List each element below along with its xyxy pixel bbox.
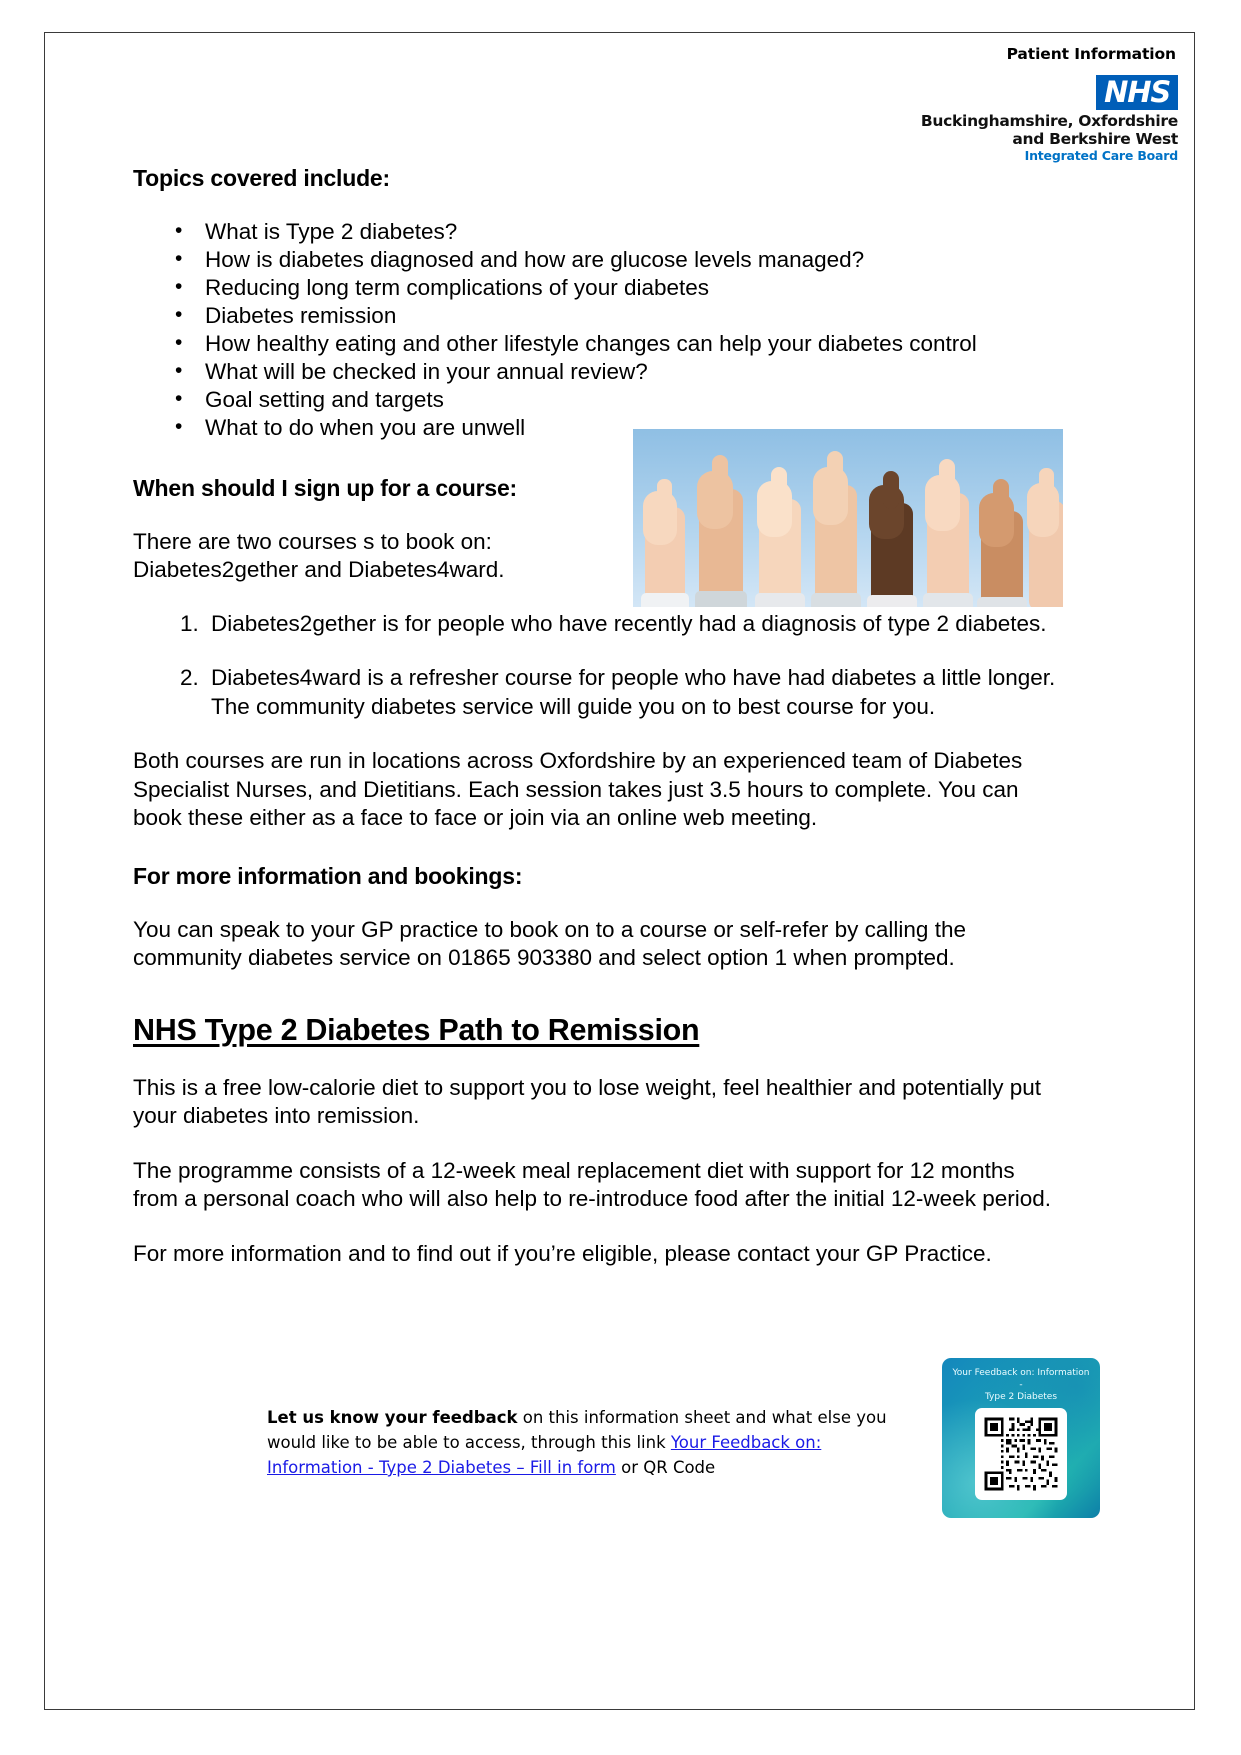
- qr-panel-title: [942, 1358, 1100, 1403]
- qr-title-line-2: Type 2 Diabetes: [984, 1392, 1058, 1402]
- list-item: • Goal setting and targets: [133, 386, 1063, 414]
- list-item: 1. Diabetes2gether is for people who have recently had a diagnosis of type 2 diabetes.: [205, 610, 1063, 639]
- icb-subtitle: Integrated Care Board: [1024, 148, 1178, 163]
- qr-code-icon: [982, 1415, 1060, 1493]
- page-title-remission: NHS Type 2 Diabetes Path to Remission: [133, 1012, 700, 1047]
- courses-list: [133, 610, 1063, 722]
- icb-name-line-2: and Berkshire West: [1012, 129, 1178, 148]
- feedback-text-part-2: or QR Code: [615, 1458, 716, 1477]
- remission-paragraph-1: This is a free low-calorie diet to support you to lose weight, feel healthier and potentially put your diabetes into remission.: [133, 1074, 1042, 1128]
- nhs-logo: NHS: [1096, 75, 1178, 110]
- qr-code-container[interactable]: [975, 1408, 1067, 1500]
- document-page: [44, 32, 1195, 1710]
- feedback-block: [267, 1405, 887, 1480]
- list-item: • Diabetes remission: [133, 302, 1063, 330]
- list-item: • What to do when you are unwell: [133, 414, 1063, 442]
- icb-name-line-1: Buckinghamshire, Oxfordshire: [920, 112, 1178, 130]
- topics-list: [133, 218, 1063, 442]
- patient-information-label: Patient Information: [1006, 45, 1176, 63]
- main-content: [133, 165, 1063, 1268]
- page-inner: [45, 33, 1194, 1709]
- list-item: • How is diabetes diagnosed and how are glucose levels managed?: [133, 246, 1063, 274]
- signup-intro-paragraph: There are two courses s to book on: Diabetes2gether and Diabetes4ward.: [133, 528, 505, 582]
- topics-heading: Topics covered include:: [133, 165, 390, 191]
- bookings-heading: For more information and bookings:: [133, 862, 523, 889]
- nhs-branding-block: [858, 75, 1178, 163]
- feedback-text-part-1: on this information sheet and what else you would like to be able to access, through this link: [267, 1408, 887, 1452]
- list-item: 2. Diabetes4ward is a refresher course for people who have had diabetes a little longer. The community diabetes service will guide you on to best course for you.: [205, 664, 1063, 721]
- locations-paragraph: Both courses are run in locations across Oxfordshire by an experienced team of Diabetes Specialist Nurses, and Dietitians. Each session takes just 3.5 hours to complete. You can book these either as a face to face or join via an online web meeting.: [133, 748, 1023, 830]
- bookings-paragraph: You can speak to your GP practice to book on to a course or self-refer by calling the community diabetes service on 01865 903380 and select option 1 when prompted.: [133, 916, 966, 970]
- signup-heading: When should I sign up for a course:: [133, 474, 518, 501]
- list-item: • What is Type 2 diabetes?: [133, 218, 1063, 246]
- list-item: • What will be checked in your annual review?: [133, 358, 1063, 386]
- remission-paragraph-2: The programme consists of a 12-week meal replacement diet with support for 12 months from a personal coach who will also help to re-introduce food after the initial 12-week period.: [133, 1157, 1051, 1211]
- qr-title-line-1: Your Feedback on: Information -: [952, 1368, 1090, 1390]
- list-item: • How healthy eating and other lifestyle changes can help your diabetes control: [133, 330, 1063, 358]
- remission-paragraph-3: For more information and to find out if you’re eligible, please contact your GP Practice.: [133, 1240, 992, 1266]
- icb-organisation-name: [858, 113, 1178, 148]
- feedback-qr-panel[interactable]: [942, 1358, 1100, 1518]
- feedback-form-link[interactable]: Your Feedback on: Information - Type 2 Diabetes – Fill in form: [267, 1433, 822, 1477]
- list-item: • Reducing long term complications of your diabetes: [133, 274, 1063, 302]
- feedback-bold-lead: Let us know your feedback: [267, 1408, 518, 1427]
